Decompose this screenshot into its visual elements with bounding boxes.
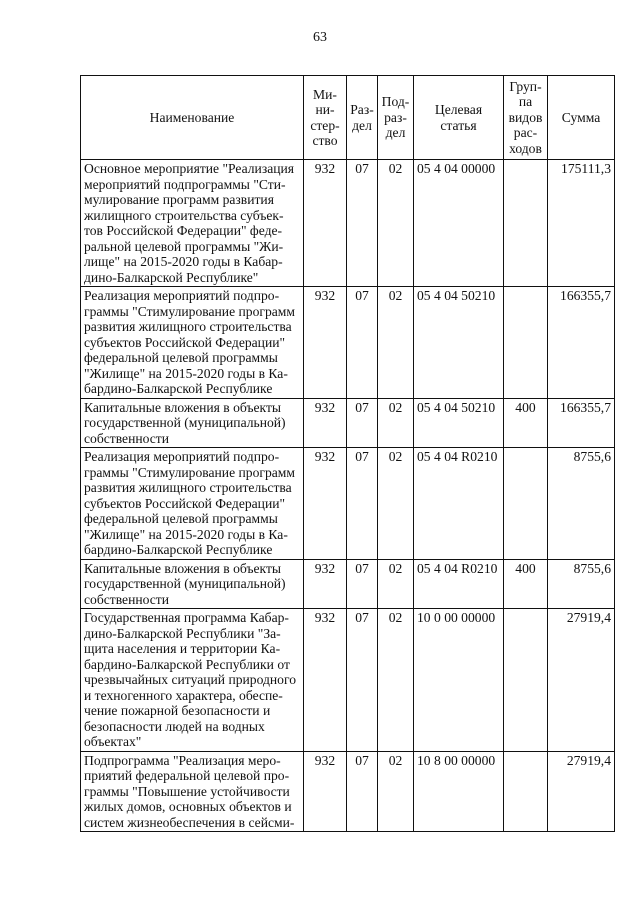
row-ministry: 932 [304, 398, 347, 448]
row-name [81, 160, 304, 287]
row-expense-group: 400 [504, 398, 548, 448]
text-line: граммы "Повышение устойчивости [84, 783, 290, 799]
row-subsection: 02 [378, 287, 414, 399]
row-expense-group: 400 [504, 559, 548, 609]
row-ministry: 932 [304, 559, 347, 609]
header-ministry [304, 76, 347, 160]
text-line: собственности [84, 430, 170, 446]
text-line: Подпрограмма "Реализация меро- [84, 752, 281, 768]
text-line: мулирование программ развития [84, 192, 274, 207]
row-section: 07 [347, 751, 378, 832]
row-amount: 175111,3 [548, 160, 615, 287]
text-line: дино-Балкарской Республике" [84, 269, 259, 285]
text-line: дел [352, 117, 372, 133]
text-line: государственной (муниципальной) [84, 415, 286, 430]
table-row [81, 609, 615, 752]
row-target: 05 4 04 R0210 [414, 448, 504, 560]
row-section: 07 [347, 609, 378, 752]
row-section: 07 [347, 398, 378, 448]
table-row [81, 448, 615, 560]
row-subsection: 02 [378, 609, 414, 752]
row-name [81, 609, 304, 752]
text-line: безопасности людей на водных [84, 718, 265, 734]
text-line: бардино-Балкарской Республике [84, 542, 273, 557]
text-line: рас- [513, 125, 538, 141]
row-name [81, 448, 304, 560]
row-name [81, 751, 304, 832]
row-ministry: 932 [304, 609, 347, 752]
header-target [414, 76, 504, 160]
text-line: развития жилищного строительства [84, 480, 292, 495]
text-line: дел [385, 125, 406, 141]
budget-table [80, 75, 615, 832]
text-line: бардино-Балкарской Республике [84, 381, 273, 396]
text-line: приятий федеральной целевой про- [84, 768, 290, 783]
text-line: ральной целевой программы "Жи- [84, 238, 284, 254]
text-line: чрезвычайных ситуаций природного [84, 672, 297, 687]
text-line: Реализация мероприятий подпро- [84, 449, 280, 464]
row-amount: 166355,7 [548, 287, 615, 399]
row-expense-group [504, 609, 548, 752]
text-line: граммы "Стимулирование программ [84, 303, 295, 319]
text-line: Под- [381, 94, 410, 110]
table-row [81, 559, 615, 609]
row-ministry: 932 [304, 751, 347, 832]
row-section: 07 [347, 559, 378, 609]
text-line: и техногенного характера, обеспе- [84, 687, 283, 703]
row-ministry: 932 [304, 287, 347, 399]
text-line: государственной (муниципальной) [84, 576, 286, 591]
header-name: Наименование [81, 76, 304, 160]
row-target: 05 4 04 00000 [414, 160, 504, 287]
text-line: "Жилище" на 2015-2020 годы в Ка- [84, 365, 288, 381]
text-line: Капитальные вложения в объекты [84, 399, 282, 415]
table-header-row [81, 76, 615, 160]
header-expense-group [504, 76, 548, 160]
text-line: Целевая [434, 102, 483, 117]
row-name [81, 398, 304, 448]
text-line: стер- [310, 117, 340, 133]
text-line: собственности [84, 591, 170, 607]
row-section: 07 [347, 287, 378, 399]
header-amount: Сумма [548, 76, 615, 160]
row-ministry: 932 [304, 448, 347, 560]
row-subsection: 02 [378, 751, 414, 832]
text-line: федеральной целевой программы [84, 511, 278, 526]
row-amount: 8755,6 [548, 559, 615, 609]
text-line: "Жилище" на 2015-2020 годы в Ка- [84, 526, 288, 542]
text-line: объектах" [84, 734, 142, 749]
row-amount: 8755,6 [548, 448, 615, 560]
row-subsection: 02 [378, 160, 414, 287]
table-row [81, 751, 615, 832]
row-subsection: 02 [378, 398, 414, 448]
page-number: 63 [313, 30, 327, 45]
text-line: Груп- [509, 78, 542, 94]
row-amount: 27919,4 [548, 609, 615, 752]
text-line: лище" на 2015-2020 годы в Кабар- [84, 254, 283, 269]
text-line: субъектов Российской Федерации" [84, 334, 286, 350]
text-line: граммы "Стимулирование программ [84, 464, 295, 480]
text-line: федеральной целевой программы [84, 350, 278, 365]
header-subsection [378, 76, 414, 160]
row-name [81, 287, 304, 399]
text-line: жилищного строительства субъек- [84, 207, 284, 223]
row-name [81, 559, 304, 609]
row-target: 05 4 04 50210 [414, 398, 504, 448]
text-line: бардино-Балкарской Республики от [84, 656, 290, 672]
text-line: Основное мероприятие "Реализация [84, 161, 295, 176]
row-expense-group [504, 448, 548, 560]
row-expense-group [504, 751, 548, 832]
text-line: па [518, 94, 533, 110]
header-section [347, 76, 378, 160]
text-line: Капитальные вложения в объекты [84, 560, 282, 576]
row-section: 07 [347, 160, 378, 287]
text-line: тов Российской Федерации" феде- [84, 223, 283, 238]
row-amount: 27919,4 [548, 751, 615, 832]
text-line: субъектов Российской Федерации" [84, 495, 286, 511]
text-line: жилых домов, основных объектов и [84, 799, 292, 814]
row-amount: 166355,7 [548, 398, 615, 448]
row-subsection: 02 [378, 559, 414, 609]
text-line: дино-Балкарской Республики "За- [84, 625, 281, 641]
text-line: Реализация мероприятий подпро- [84, 288, 280, 303]
table-row [81, 287, 615, 399]
table-row [81, 160, 615, 287]
row-target: 05 4 04 R0210 [414, 559, 504, 609]
row-section: 07 [347, 448, 378, 560]
text-line: Ми- [313, 86, 337, 102]
text-line: видов [508, 109, 543, 125]
text-line: раз- [384, 109, 407, 125]
table-row [81, 398, 615, 448]
row-ministry: 932 [304, 160, 347, 287]
row-expense-group [504, 287, 548, 399]
text-line: щита населения и территории Ка- [84, 641, 281, 656]
text-line: чение пожарной безопасности и [84, 703, 271, 718]
text-line: статья [440, 117, 477, 133]
row-target: 10 0 00 00000 [414, 609, 504, 752]
row-expense-group [504, 160, 548, 287]
text-line: Раз- [350, 102, 374, 117]
text-line: ство [312, 133, 338, 148]
text-line: Государственная программа Кабар- [84, 610, 289, 625]
row-target: 10 8 00 00000 [414, 751, 504, 832]
text-line: мероприятий подпрограммы "Сти- [84, 176, 286, 192]
text-line: развития жилищного строительства [84, 319, 292, 334]
text-line: систем жизнеобеспечения в сейсми- [84, 814, 295, 830]
text-line: ни- [315, 102, 335, 117]
row-target: 05 4 04 50210 [414, 287, 504, 399]
text-line: ходов [509, 140, 542, 156]
row-subsection: 02 [378, 448, 414, 560]
